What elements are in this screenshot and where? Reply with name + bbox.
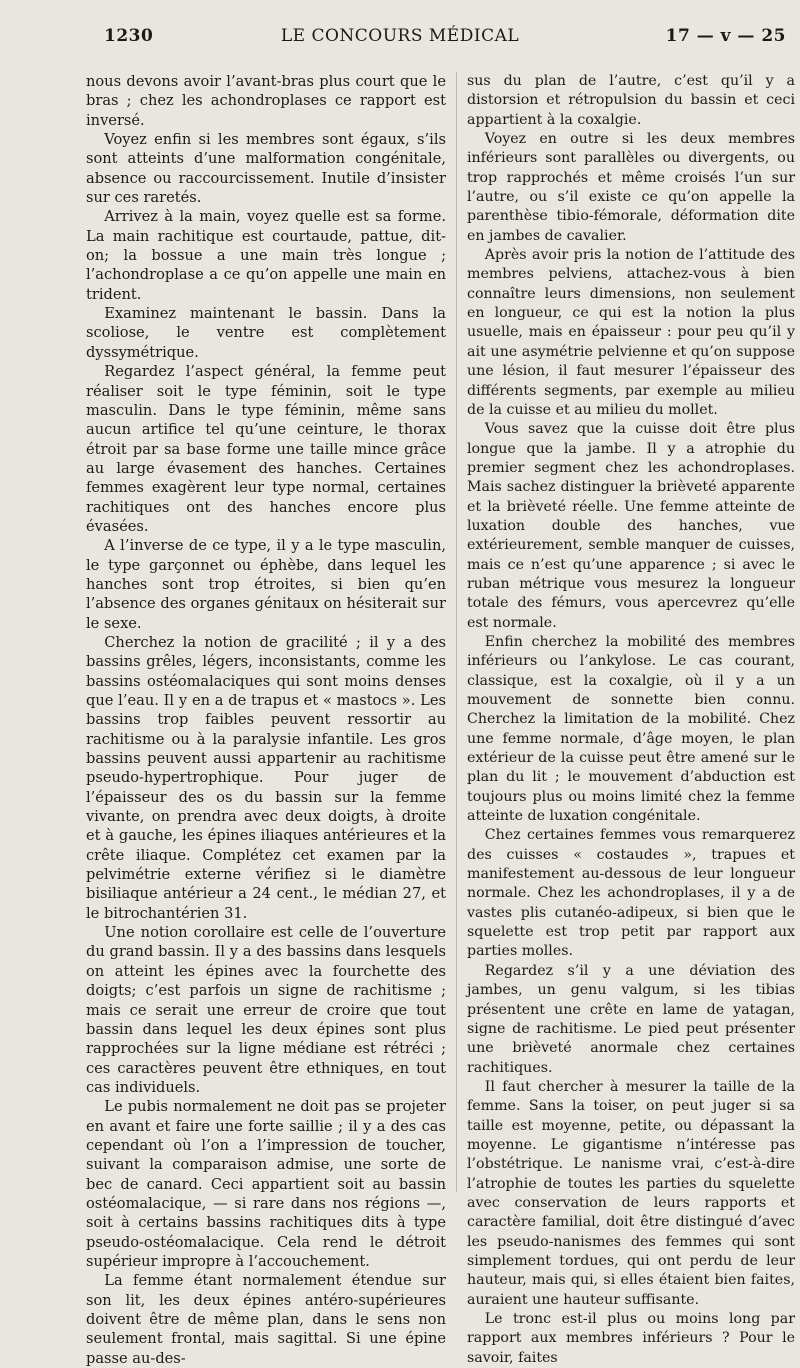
paragraph: Regardez l’aspect général, la femme peut réaliser soit le type féminin, soit le type masculin. Dans le type féminin, même sans aucun artifice tel qu’une ceinture, le thorax étroit par sa base forme une taille mince grâce au large évasement des hanches. Certaines femmes exagèrent leur type normal, certaines rachitiques ont des hanches encore plus évasées. bbox=[86, 363, 446, 535]
paragraph: Cherchez la notion de gracilité ; il y a des bassins grêles, légers, inconsistants, comme les bassins ostéomalaciques qui sont moins denses que l’eau. Il y en a de trapus et « mastocs ». Les bassins trop faibles peuvent ressortir au rachitisme ou à la paralysie infantile. Les gros bassins peuvent aussi appartenir au rachitisme pseudo-hypertrophique. Pour juger de l’épaisseur des os du bassin sur la femme vivante, on prendra avec deux doigts, à droite et à gauche, les épines iliaques antérieures et la crête iliaque. Complétez cet examen par la pelvimétrie externe vérifiez si le diamètre bisiliaque antérieur a 24 cent., le médian 27, et le bitrochantérien 31. bbox=[86, 633, 446, 922]
paragraph: Une notion corollaire est celle de l’ouverture du grand bassin. Il y a des bassins dans lesquels on atteint les épines avec la fourchette des doigts; c’est parfois un signe de rachitisme ; mais ce serait une erreur de croire que tout bassin dans lequel les deux épines sont plus rapprochées sur la ligne médiane est rétréci ; ces caractères peuvent être ethniques, en tout cas individuels. bbox=[86, 924, 446, 1096]
running-header bbox=[0, 26, 800, 56]
paragraph: A l’inverse de ce type, il y a le type masculin, le type garçonnet ou éphèbe, dans lequel les hanches sont trop étroites, si bien qu’en l’absence des organes génitaux on hésiterait sur le sexe. bbox=[86, 537, 446, 632]
left-column bbox=[86, 72, 446, 1368]
column-divider bbox=[456, 72, 457, 1192]
issue-date: 17 — v — 25 bbox=[665, 26, 786, 46]
paragraph: Enfin cherchez la mobilité des membres inférieurs ou l’ankylose. Le cas courant, classique, est la coxalgie, où il y a un mouvement de sonnette bien connu. Cherchez la limitation de la mobilité. Chez une femme normale, d’âge moyen, le plan extérieur de la cuisse peut être amené sur le plan du lit ; le mouvement d’abduction est toujours plus ou moins limité chez la femme atteinte de luxation congénitale. bbox=[467, 633, 795, 825]
paragraph: sus du plan de l’autre, c’est qu’il y a distorsion et rétropulsion du bassin et ceci appartient à la coxalgie. bbox=[467, 73, 795, 128]
paragraph: Chez certaines femmes vous remarquerez des cuisses « costaudes », trapues et manifestement au-dessous de leur longueur normale. Chez les achondroplases, il y a de vastes plis cutanéo-adipeux, si bien que le squelette est trop petit par rapport aux parties molles. bbox=[467, 827, 795, 960]
paragraph: La femme étant normalement étendue sur son lit, les deux épines antéro-supérieures doivent être de même plan, dans le sens non seulement frontal, mais sagittal. Si une épine passe au-des- bbox=[86, 1272, 446, 1367]
paragraph: Regardez s’il y a une déviation des jambes, un genu valgum, si les tibias présentent une crête en lame de yatagan, signe de rachitisme. Le pied peut présenter une brièveté anormale chez certaines rachitiques. bbox=[467, 962, 795, 1076]
paragraph: Voyez enfin si les membres sont égaux, s’ils sont atteints d’une malformation congénitale, absence ou raccourcissement. Inutile d’insister sur ces raretés. bbox=[86, 131, 446, 207]
paragraph: Voyez en outre si les deux membres inférieurs sont parallèles ou divergents, ou trop rapprochés et même croisés l’un sur l’autre, ou s’il existe ce qu’on appelle la parenthèse tibio-fémorale, déformation dite en jambes de cavalier. bbox=[467, 131, 795, 244]
paragraph: Le pubis normalement ne doit pas se projeter en avant et faire une forte saillie ; il y a des cas cependant où l’on a l’impression de toucher, suivant la comparaison admise, une sorte de bec de canard. Ceci appartient soit au bassin ostéomalacique, — si rare dans nos régions —, soit à certains bassins rachitiques dits à type pseudo-ostéomalacique. Cela rend le détroit supérieur impropre à l’accouchement. bbox=[86, 1098, 446, 1270]
paragraph: Il faut chercher à mesurer la taille de la femme. Sans la toiser, on peut juger si sa taille est moyenne, petite, ou dépassant la moyenne. Le gigantisme n’intéresse pas l’obstétrique. Le nanisme vrai, c’est-à-dire l’atrophie de toutes les parties du squelette avec conservation de leurs rapports et caractère familial, doit être distingué d’avec les pseudo-nanismes des femmes qui sont simplement tordues, qui ont perdu de leur hauteur, mais qui, si elles étaient bien faites, auraient une hauteur suffisante. bbox=[467, 1078, 795, 1308]
paragraph: nous devons avoir l’avant-bras plus court que le bras ; chez les achondroplases ce rapport est inversé. bbox=[86, 73, 446, 129]
page-number: 1230 bbox=[104, 26, 154, 46]
paragraph: Le tronc est-il plus ou moins long par rapport aux membres inférieurs ? Pour le savoir, faites bbox=[467, 1311, 795, 1366]
paragraph: Après avoir pris la notion de l’attitude des membres pelviens, attachez-vous à bien connaître leurs dimensions, non seulement en longueur, ce qui est la notion la plus usuelle, mais en épaisseur : pour peu qu’il y ait une asymétrie pelvienne et qu’on suppose une lésion, il faut mesurer l’épaisseur des différents segments, par exemple au milieu de la cuisse et au milieu du mollet. bbox=[467, 247, 795, 418]
paragraph: Arrivez à la main, voyez quelle est sa forme. La main rachitique est courtaude, pattue, dit-on; la bossue a une main très longue ; l’achondroplase a ce qu’on appelle une main en trident. bbox=[86, 208, 446, 303]
paragraph: Examinez maintenant le bassin. Dans la scoliose, le ventre est complètement dyssymétrique. bbox=[86, 305, 446, 361]
journal-title: LE CONCOURS MÉDICAL bbox=[280, 26, 520, 46]
paragraph: Vous savez que la cuisse doit être plus longue que la jambe. Il y a atrophie du premier segment chez les achondroplases. Mais sachez distinguer la brièveté apparente et la brièveté réelle. Une femme atteinte de luxation double des hanches, vue extérieurement, semble manquer de cuisses, mais ce n’est qu’une apparence ; si avec le ruban métrique vous mesurez la longueur totale des fémurs, vous apercevrez qu’elle est normale. bbox=[467, 421, 795, 631]
right-column bbox=[467, 72, 795, 1368]
